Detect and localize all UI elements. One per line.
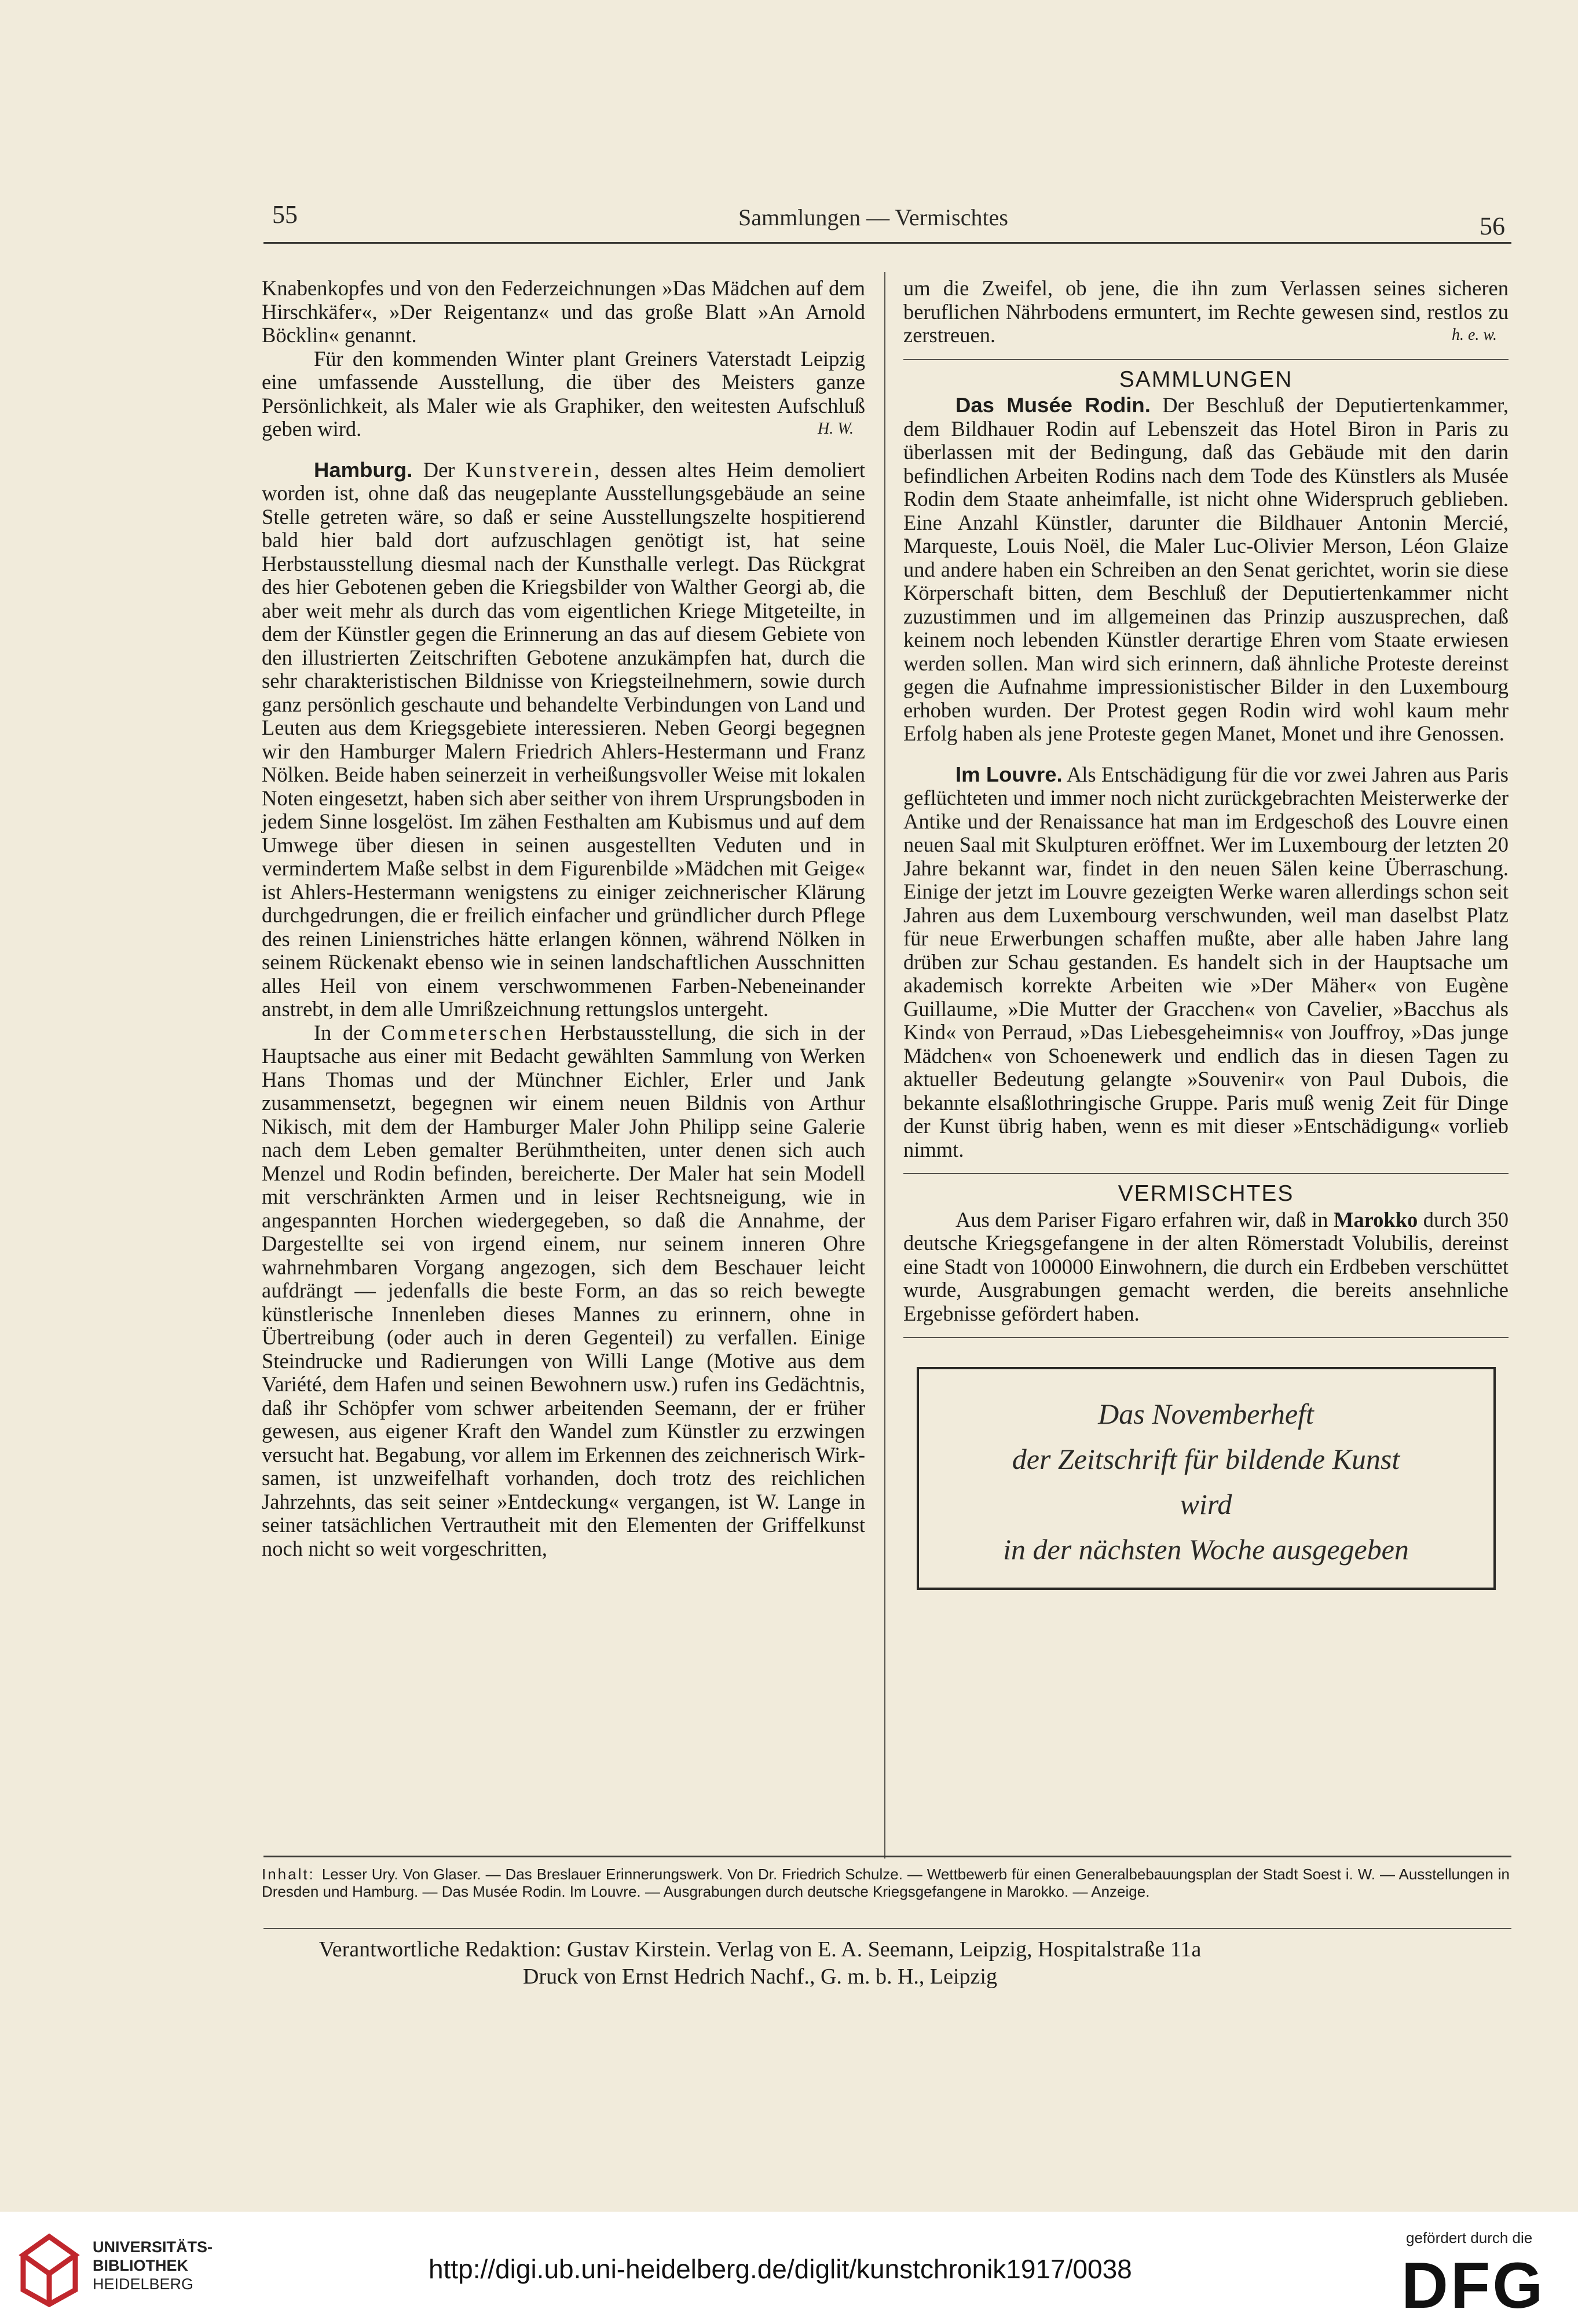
announcement-line: der Zeitschrift für bildende Kunst: [1012, 1442, 1400, 1475]
permalink-url[interactable]: http://digi.ub.uni-heidelberg.de/diglit/kunstchronik1917/0038: [429, 2254, 1132, 2284]
right-column: [903, 277, 1509, 1590]
section-heading-vermischtes: VERMISCHTES: [1118, 1181, 1294, 1206]
emphasized-name: Commeterschen: [381, 1020, 549, 1044]
library-name-line: HEIDELBERG: [93, 2275, 194, 2293]
page-number-right: 56: [1480, 212, 1505, 240]
paragraph-text: um die Zweifel, ob jene, die ihn zum Verlassen seines sicheren beruflichen Nährbodens ermuntert, im Rechte gewesen sind, restlos zu zerstreuen.: [903, 276, 1509, 347]
emphasized-name: Kunstverein: [465, 457, 595, 482]
paragraph-text: In der: [314, 1020, 370, 1044]
announcement-line: in der nächsten Woche ausgegeben: [1003, 1533, 1409, 1566]
paragraph-louvre: [903, 763, 1509, 1162]
column-divider: [884, 272, 885, 1859]
emphasized-place: Marokko: [1333, 1207, 1418, 1231]
table-of-contents: [262, 1865, 1510, 1900]
announcement-box: [917, 1367, 1496, 1590]
section-rule: [903, 1173, 1509, 1174]
contents-label: Inhalt:: [262, 1865, 315, 1883]
university-library-logo-icon: [17, 2232, 81, 2307]
paragraph-text: durch 350 deutsche Kriegsgefangene in der alten Römerstadt Volubilis, dereinst eine Stadt von 100000 Einwohnern, die durch ein Erdbeben verschüttet wurde, Ausgrabungen gemacht werden, die bereits ansehnliche Ergebnisse gefördert haben.: [903, 1207, 1509, 1325]
section-rule: [903, 1337, 1509, 1338]
contents-bottom-rule: [263, 1928, 1511, 1929]
paragraph-text: Als Entschädigung für die vor zwei Jahren aus Paris geflüchteten und immer noch nicht zurückgebrachten Meisterwerke der Antike und der Renaissance hat man im Erdgeschoß des Louvre einen neuen Saal mit Skulpturen eröffnet. Wer im Luxembourg der letzten 20 Jahre bekannt war, findet in den neuen Sälen keine Überraschung. Einige der jetzt im Louvre gezeigten Werke waren allerdings schon seit Jahren aus dem Luxembourg verschwunden, weil man daselbst Platz für neue Erwerbungen schaffen mußte, aber alle haben Jahre lang drüben zur Schau gestanden. Es handelt sich in der Hauptsache um akademisch korrekte Arbeiten wie »Der Mäher« von Eugène Guillaume, »Die Mutter der Gracchen« von Cavelier, »Bacchus als Kind« von Perraud, »Das Liebesgeheimnis« von Jouffroy, »Das junge Mädchen« von Schoenewerk und endlich das in diesen Tagen zu aktueller Bedeutung gelangte »Souvenir« von Paul Dubois, die bekannte elsaßlothringische Gruppe. Paris muß wenig Zeit für Dinge der Kunst übrig haben, wenn es mit dieser »Entschädigung« vorlieb nimmt.: [903, 762, 1509, 1161]
library-name-line: BIBLIOTHEK: [93, 2257, 188, 2274]
paragraph-text: Der Beschluß der Deputiertenkammer, dem Bildhauer Rodin auf Lebenszeit das Hotel Biron in Paris zu überlassen mit der Bedingung, daß das Gebäude mit den darin befindlichen Arbeiten Rodins nach dem Tode des Künstlers als Musée Rodin dem Staate anheimfalle, ist nicht ohne Widerspruch geblieben. Eine Anzahl Künstler, darunter die Bildhauer Antonin Mercié, Marqueste, Louis Noël, die Maler Luc-Olivier Merson, Léon Glaize und andere haben ein Schreiben an den Senat gerichtet, worin sie diese Körperschaft bitten, dem Beschluß der Deputiertenkammer nicht zuzustimmen und im allgemeinen das Prinzip auszusprechen, daß keinem noch lebenden Künstler derartige Ehren vom Staate erwiesen werden sollen. Man wird sich erinnern, daß ähnliche Proteste dereinst gegen die Aufnahme impressionistischer Bilder in den Luxembourg erhoben wurden. Der Protest gegen Rodin wird wohl kaum mehr Erfolg haben als jene Proteste gegen Manet, Monet und ihre Genossen.: [903, 393, 1509, 745]
digitization-footer: [0, 2212, 1578, 2324]
contents-text: Lesser Ury. Von Glaser. — Das Breslauer Erinnerungswerk. Von Dr. Friedrich Schulze. — Wettbewerb für einen Generalbebauungsplan der Stadt Soest i. W. — Ausstellungen in Dresden und Hamburg. — Das Musée Rodin. Im Louvre. — Ausgrabungen durch deutsche Kriegsgefangene in Marokko. — Anzeige.: [262, 1865, 1510, 1900]
funding-note: gefördert durch die: [1406, 2229, 1533, 2246]
library-name: [93, 2238, 213, 2293]
paragraph-text: Herbstausstellung, die sich in der Hauptsache aus einer mit Bedacht gewählten Sammlung von Werken Hans Thomas und der Münchner Eichler, Erler und Jank zusammensetzt, begegnen wir einem neuen Bildnis von Arthur Nikisch, mit dem der Hamburger Maler John Philipp seine Galerie nach dem Leben gemalter Berühmtheiten, unter denen sich auch Menzel und Rodin befinden, bereicherte. Der Maler hat sein Modell mit verschränkten Armen und in leiser Rechtsneigung, wie in angespannten Horchen wiedergegeben, so daß die Annahme, der Dargestellte sei von irgend einem, nur seinem inneren Ohre wahrnehmbaren Vorgang angezogen, sich dem Beschauer leicht aufdrängt — jedenfalls die beste Form, an das so reich bewegte künstlerische Innenleben dieses Mannes zu erinnern, ohne in Übertreibung (oder auch in deren Gegenteil) zu verfallen. Einige Steindrucke und Radierungen von Willi Lange (Motive aus dem Variété, dem Hafen und seinen Bewohnern usw.) rufen ins Gedächtnis, daß ihr Schöpfer vom schwer arbeitenden Seemann, der er früher gewesen, aus eigener Kraft den Wandel zum Künstler zu erzwingen versucht hat. Begabung, vor allem im Erkennen des zeichnerisch Wirksamen, ist unzweifelhaft vorhanden, doch trotz des reichlichen Jahrzehnts, das seit seiner »Entdeckung« vergangen, ist W. Lange in seiner tatsächlichen Vertrautheit mit den Elementen der Griffelkunst noch nicht so weit vorgeschritten,: [262, 1020, 866, 1560]
dfg-logo: DFG: [1401, 2249, 1546, 2322]
paragraph-rodin: [903, 394, 1509, 746]
imprint-printer: Druck von Ernst Hedrich Nachf., G. m. b. H., Leipzig: [523, 1964, 997, 1989]
paragraph: [262, 347, 865, 441]
paragraph: [903, 277, 1509, 347]
imprint-editorial: Verantwortliche Redaktion: Gustav Kirstein. Verlag von E. A. Seemann, Leipzig, Hospitalstraße 11a: [318, 1937, 1202, 1962]
paragraph-text: Der: [423, 457, 455, 482]
paragraph-text: Für den kommenden Winter plant Greiners Vaterstadt Leipzig eine umfassende Ausstellung, die über des Meisters ganze Persönlichkeit, als Maler wie als Graphiker, den weitesten Aufschluß geben wird.: [262, 346, 865, 441]
paragraph-marokko: [903, 1208, 1509, 1326]
paragraph-text: Aus dem Pariser Figaro erfahren wir, daß in: [955, 1207, 1328, 1231]
header-rule: [263, 242, 1511, 244]
paragraph-lead: Hamburg.: [314, 457, 413, 482]
paragraph-text: , dessen altes Heim demoliert worden ist, ohne daß das neugeplante Ausstellungsgebäude an seine Stelle getreten wäre, so daß er seine Ausstellungszelte hospitierend bald hier bald dort aufzuschlagen genötigt ist, hat seine Herbstausstellung diesmal nach der Kunsthalle verlegt. Das Rückgrat des hier Gebotenen geben die Kriegsbilder von Walther Georgi ab, die aber weit mehr als durch das vom eigentlichen Kriege Mitgeteilte, in dem der Künstler gegen die Erinnerung an das auf diesem Gebiete von den illustrierten Zeitschriften Gebotene anzukämpfen hat, durch die sehr charakteristischen Bildnisse von Kriegsteilnehmern, sowie durch ganz persönlich geschaute und behandelte Verbindungen von Land und Leuten aus dem Kriegsgebiete interessieren. Neben Georgi begegnen wir den Hamburger Malern Friedrich Ahlers-Hestermann und Franz Nölken. Beide haben seinerzeit in verheißungsvoller Weise mit lokalen Noten eingesetzt, haben sich aber seither von ihrem Ursprungsboden in jedem Sinne losgelöst. Im zähen Festhalten am Kubismus und auf dem Umwege über diesen in seinen ausgestellten Veduten und in vermindertem Maße selbst in dem Figurenbilde »Mädchen mit Geige« ist Ahlers-Hestermann wenigstens zu einiger zeichnerischer Klärung durchgedrungen, die er freilich einfacher und gründlicher durch Pflege des reinen Linienstriches hätte erlangen können, während Nölken in seinem Rückenakt ebenso wie in seinen landschaftlichen Ausschnitten alles Heil von einem verschwommenen Farben-Nebeneinander anstrebt, in dem alle Umrißzeichnung rettungslos untergeht.: [262, 457, 865, 1021]
page-number-left: 55: [272, 200, 298, 229]
paragraph-commeter: [262, 1021, 865, 1561]
left-column: [262, 277, 865, 1560]
paragraph: Knabenkopfes und von den Federzeichnungen »Das Mädchen auf dem Hirschkäfer«, »Der Reigentanz« und das große Blatt »An Arnold Böcklin« genannt.: [262, 276, 865, 347]
paragraph-lead: Das Musée Rodin.: [955, 393, 1151, 417]
contents-top-rule: [263, 1856, 1511, 1857]
announcement-line: Das Novemberheft: [1098, 1397, 1314, 1430]
author-signature: h. e. w.: [1451, 326, 1497, 344]
section-rule: [903, 359, 1509, 360]
paragraph-lead: Im Louvre.: [955, 762, 1063, 786]
author-signature: H. W.: [818, 420, 854, 438]
running-head: Sammlungen — Vermischtes: [738, 204, 1008, 230]
paragraph-hamburg: [262, 459, 865, 1021]
announcement-line: wird: [1180, 1487, 1232, 1520]
section-heading-sammlungen: SAMMLUNGEN: [1119, 366, 1293, 392]
library-name-line: UNIVERSITÄTS-: [93, 2238, 213, 2256]
